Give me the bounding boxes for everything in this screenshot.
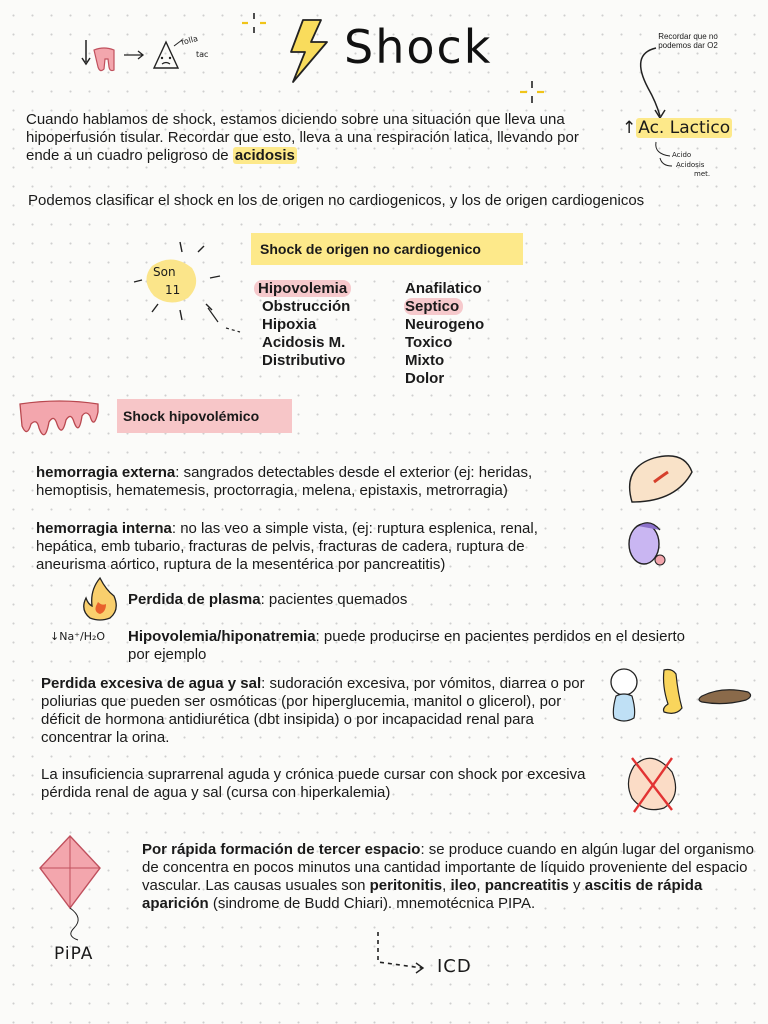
sodium-water-icon: ↓Na⁺/H₂O	[50, 630, 106, 643]
list-item: Dolor	[405, 370, 445, 387]
nose-icon	[664, 670, 683, 714]
hypovolemic-heading: Shock hipovolémico	[117, 399, 292, 433]
lactic-sub-acidosis: Acidosis	[676, 161, 705, 169]
intro-paragraph: Cuando hablamos de shock, estamos diciendo sobre una situación que lleva una hipoperfusión tisular. Recordar que esto, lleva a una respiración latica, llevando por ende a un cuadro peligroso de acidosis	[26, 111, 579, 164]
page-title: Shock	[344, 20, 493, 74]
sketch-label-folla: folla	[180, 33, 199, 48]
fluid-loss-icons	[604, 666, 756, 728]
list-item: Neurogeno	[405, 316, 485, 333]
classification-text: Podemos clasificar el shock en los de origen no cardiogenicos, y los de origen cardiogenicos	[28, 192, 645, 209]
fire-icon	[78, 576, 122, 622]
sun-label-count: 11	[165, 283, 181, 297]
list-item: Toxico	[405, 334, 453, 351]
sketch-label-tac: tac	[196, 50, 209, 59]
external-hemorrhage: hemorragia externa: sangrados detectables desde el exterior (ej: heridas, hemoptisis, hematemesis, proctorragia, melena, epistaxis, metrorragia)	[36, 464, 533, 499]
dashed-arrow-icon	[370, 930, 430, 976]
side-note: Recordar que no podemos dar O2	[658, 32, 718, 50]
acidosis-highlight: acidosis	[234, 147, 295, 164]
list-item: Mixto	[405, 352, 445, 369]
list-item: Acidosis M.	[262, 334, 346, 351]
list-item: Distributivo	[262, 352, 346, 369]
internal-hemorrhage: hemorragia interna: no las veo a simple vista, (ej: ruptura esplenica, renal, hepática, emb tubario, fracturas de pelvis, fracturas de cadera, ruptura de aneurisma aórtico, ruptura de la mesentérica por pancreatitis)	[36, 520, 538, 573]
icd-label: ICD	[437, 956, 472, 977]
list-item: Hipovolemia	[254, 280, 351, 297]
blood-drip-icon	[16, 398, 102, 440]
plasma-loss: Perdida de plasma: pacientes quemados	[128, 591, 408, 608]
water-salt-loss: Perdida excesiva de agua y sal: sudoración excesiva, por vómitos, diarrea o por poliurias que pueden ser osmóticas (por hiperglucemia, manitol o glicerol), por déficit de hormona antidiurética (dbt insipida) o por incapacidad renal para concentrar la orina.	[41, 675, 585, 746]
hyponatremia: Hipovolemia/hiponatremia: puede producirse en pacientes perdidos en el desierto por ejemplo	[128, 628, 685, 663]
list-item: Septico	[404, 298, 463, 315]
lactic-acid-label: ↑ Ac. Lactico	[622, 118, 731, 138]
face-icon	[611, 669, 637, 695]
sun-label-son: Son	[153, 265, 176, 279]
kite-icon	[34, 832, 114, 942]
stool-icon	[699, 690, 751, 704]
sparkle-icon	[518, 80, 546, 104]
adrenal-insufficiency: La insuficiencia suprarrenal aguda y crónica puede cursar con shock por excesiva pérdida renal de agua y sal (cursa con hiperkalemia)	[41, 766, 586, 801]
lactic-sub-acid: Acido	[672, 151, 692, 159]
list-item: Hipoxia	[262, 316, 317, 333]
kite-label: PiPA	[54, 944, 94, 964]
side-note-arrow-icon	[628, 40, 698, 120]
non-cardio-col-1	[254, 280, 351, 370]
wound-icon	[624, 452, 696, 510]
third-space-paragraph: Por rápida formación de tercer espacio: se produce cuando en algún lugar del organismo de concentra en pocos minutos una cantidad importante de líquido proveniente del espacio vascular. Las causas usuales son peritonitis, ileo, pancreatitis y ascitis de rápida aparición (sindrome de Budd Chiari). mnemotécnica PIPA.	[142, 841, 754, 912]
lightning-icon	[285, 18, 331, 84]
sparkle-icon	[240, 12, 268, 34]
organ-icon	[624, 516, 672, 572]
non-cardio-col-2	[404, 280, 484, 388]
list-item: Anafilatico	[405, 280, 482, 297]
adrenal-crossed-icon	[626, 752, 678, 816]
list-item: Obstrucción	[262, 298, 351, 315]
up-arrow-icon: ↑	[622, 118, 637, 138]
lactic-sub-met: met.	[694, 170, 711, 178]
non-cardio-heading: Shock de origen no cardiogenico	[251, 233, 523, 265]
sun-icon	[130, 238, 250, 338]
